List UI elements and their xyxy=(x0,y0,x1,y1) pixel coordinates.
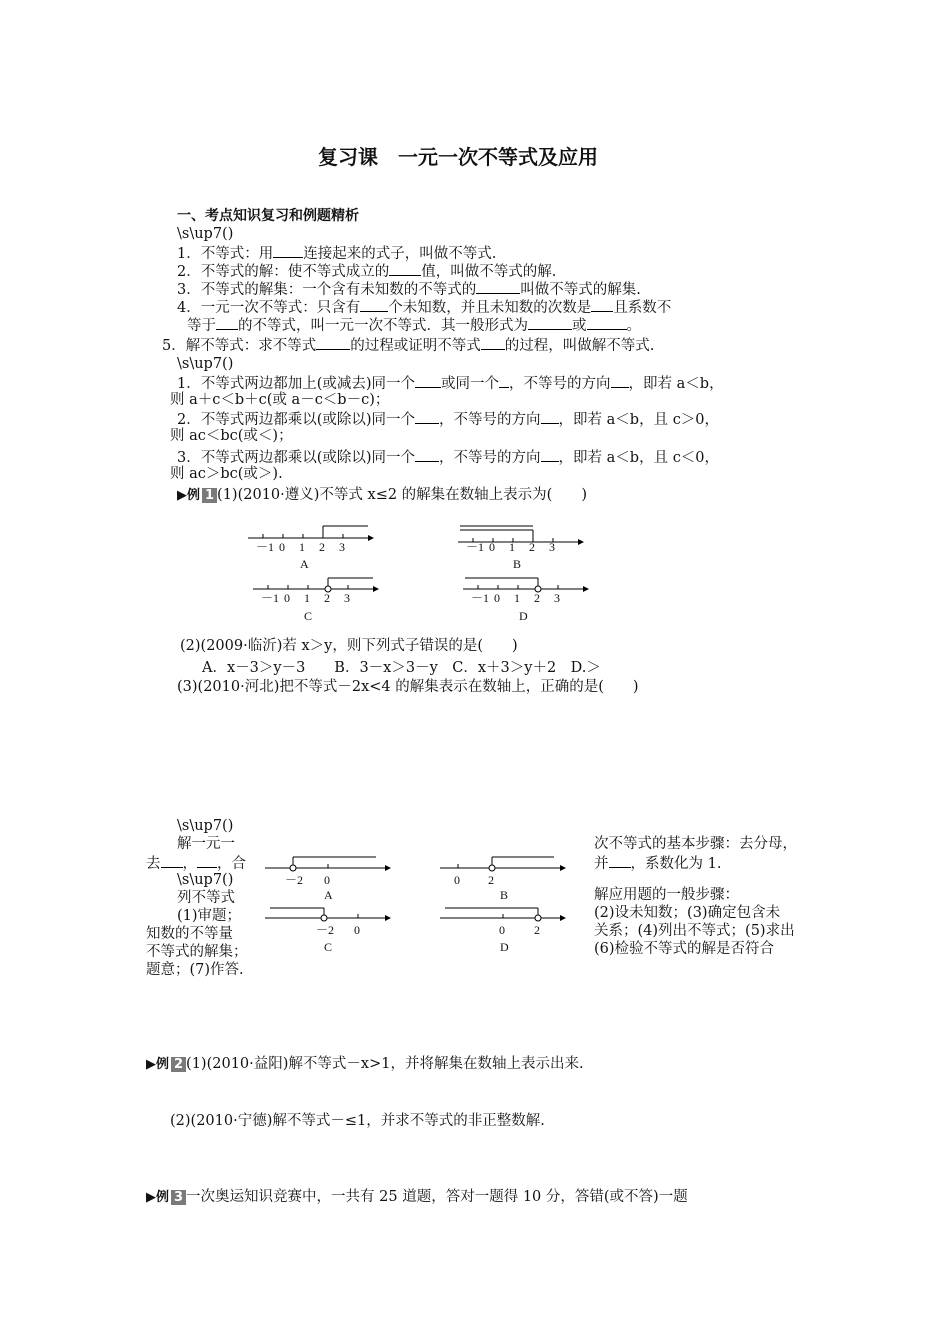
text-fragment: (6)检验不等式的解是否符合 xyxy=(594,941,775,957)
number-line-a xyxy=(248,526,374,571)
tick-label: 2 xyxy=(529,540,535,554)
example-1-question-2-options: A．x－3＞y－3 B．3－x＞3－y C．x＋3＞y＋2 D.＞ xyxy=(202,660,601,676)
option-letter: C xyxy=(324,940,333,954)
text-fragment: 去 ， ，合 xyxy=(146,853,246,873)
tick-label: 0 xyxy=(494,591,500,605)
property-3-cont: 则 ac＞bc(或＞). xyxy=(170,466,283,482)
text-fragment: 知数的不等量 xyxy=(146,926,233,942)
definition-solution: 2．不等式的解：使不等式成立的 值，叫做不等式的解. xyxy=(177,261,556,281)
text-fragment: 解一元一 xyxy=(177,836,235,852)
tick-label: －2 xyxy=(316,923,335,937)
section-heading: 一、考点知识复习和例题精析 xyxy=(177,208,359,224)
text-fragment: (1)审题； xyxy=(177,908,242,924)
example-2-label: ▶例 2 xyxy=(146,1056,186,1074)
tick-label: 1 xyxy=(509,540,515,554)
number-line-options-3 xyxy=(0,848,950,958)
property-2-cont: 则 ac＜bc(或＜)； xyxy=(170,428,293,444)
tick-label: 3 xyxy=(344,591,350,605)
tick-label: 1 xyxy=(299,540,305,554)
property-1: 1．不等式两边都加上(或减去)同一个 或同一个 ，不等号的方向 ，即若 a＜b， xyxy=(177,373,724,393)
number-line-a xyxy=(265,857,391,902)
tick-label: －2 xyxy=(285,873,304,887)
tick-label: 3 xyxy=(339,540,345,554)
option-letter: D xyxy=(519,609,528,623)
field-marker: \s\up7() xyxy=(177,872,234,888)
example-1-label: ▶例 1 xyxy=(177,487,217,505)
number-line-b xyxy=(440,857,566,902)
text-fragment: 解应用题的一般步骤： xyxy=(594,887,739,903)
tick-label: 3 xyxy=(554,591,560,605)
number-line-b xyxy=(458,526,584,571)
option-letter: B xyxy=(500,888,509,902)
text-fragment: 并 ，系数化为 1. xyxy=(594,853,721,873)
text-fragment: 关系；(4)列出不等式；(5)求出 xyxy=(594,923,795,939)
tick-label: 0 xyxy=(454,873,460,887)
tick-label: 3 xyxy=(549,540,555,554)
example-1-question-3: (3)(2010·河北)把不等式－2x<4 的解集表示在数轴上，正确的是( ) xyxy=(177,679,639,695)
tick-label: －1 xyxy=(471,591,490,605)
number-line-d xyxy=(440,908,566,954)
property-1-cont: 则 a＋c＜b＋c(或 a－c＜b－c)； xyxy=(170,392,390,408)
field-marker: \s\up7() xyxy=(177,818,234,834)
option-letter: B xyxy=(513,557,522,571)
tick-label: 0 xyxy=(489,540,495,554)
example-1: ▶例 1 (1)(2010·遵义)不等式 x≤2 的解集在数轴上表示为( ) xyxy=(177,487,587,503)
definition-linear-inequality: 4．一元一次不等式：只含有 个未知数，并且未知数的次数是 且系数不 xyxy=(177,297,671,317)
tick-label: 2 xyxy=(534,923,540,937)
tick-label: 0 xyxy=(499,923,505,937)
tick-label: 2 xyxy=(324,591,330,605)
tick-label: 0 xyxy=(284,591,290,605)
field-marker: \s\up7() xyxy=(177,226,234,242)
number-line-options-1 xyxy=(0,516,950,636)
example-3-label: ▶例 3 xyxy=(146,1189,186,1207)
tick-label: 2 xyxy=(319,540,325,554)
tick-label: 1 xyxy=(514,591,520,605)
definition-inequality: 1．不等式：用 连接起来的式子，叫做不等式. xyxy=(177,243,496,263)
number-line-d xyxy=(463,578,589,623)
option-letter: C xyxy=(304,609,313,623)
number-line-c xyxy=(253,578,379,623)
page-title: 复习课 一元一次不等式及应用 xyxy=(318,145,598,169)
property-2: 2．不等式两边都乘以(或除以)同一个 ，不等号的方向 ，即若 a＜b，且 c＞0， xyxy=(177,409,719,429)
text-fragment: 列不等式 xyxy=(177,890,235,906)
tick-label: －1 xyxy=(261,591,280,605)
field-marker: \s\up7() xyxy=(177,356,234,372)
tick-label: 2 xyxy=(534,591,540,605)
tick-label: －1 xyxy=(466,540,485,554)
number-line-c xyxy=(265,908,391,954)
tick-label: 0 xyxy=(324,873,330,887)
example-1-question-2: (2)(2009·临沂)若 x＞y，则下列式子错误的是( ) xyxy=(180,638,518,654)
text-fragment: 不等式的解集； xyxy=(146,944,248,960)
definition-solving: 5．解不等式：求不等式 的过程或证明不等式 的过程，叫做解不等式. xyxy=(162,335,654,355)
example-3: ▶例 3 一次奥运知识竞赛中，一共有 25 道题，答对一题得 10 分，答错(或不答)一题 xyxy=(146,1189,688,1205)
tick-label: 0 xyxy=(354,923,360,937)
text-fragment: 次不等式的基本步骤：去分母， xyxy=(594,836,797,852)
tick-label: 0 xyxy=(279,540,285,554)
option-letter: D xyxy=(500,940,509,954)
option-letter: A xyxy=(300,557,309,571)
tick-label: 2 xyxy=(488,873,494,887)
tick-label: 1 xyxy=(304,591,310,605)
definition-solution-set: 3．不等式的解集：一个含有未知数的不等式的 叫做不等式的解集. xyxy=(177,279,641,299)
text-fragment: (2)设未知数；(3)确定包含未 xyxy=(594,905,781,921)
tick-label: －1 xyxy=(256,540,275,554)
property-3: 3．不等式两边都乘以(或除以)同一个 ，不等号的方向 ，即若 a＜b，且 c＜0， xyxy=(177,447,719,467)
example-2-question-2: (2)(2010·宁德)解不等式－≤1，并求不等式的非正整数解. xyxy=(170,1113,545,1129)
example-2: ▶例 2 (1)(2010·益阳)解不等式－x>1，并将解集在数轴上表示出来. xyxy=(146,1056,584,1072)
definition-linear-inequality-cont: 等于 的不等式，叫一元一次不等式．其一般形式为 或 。 xyxy=(187,315,641,335)
option-letter: A xyxy=(324,888,333,902)
text-fragment: 题意；(7)作答. xyxy=(146,962,244,978)
